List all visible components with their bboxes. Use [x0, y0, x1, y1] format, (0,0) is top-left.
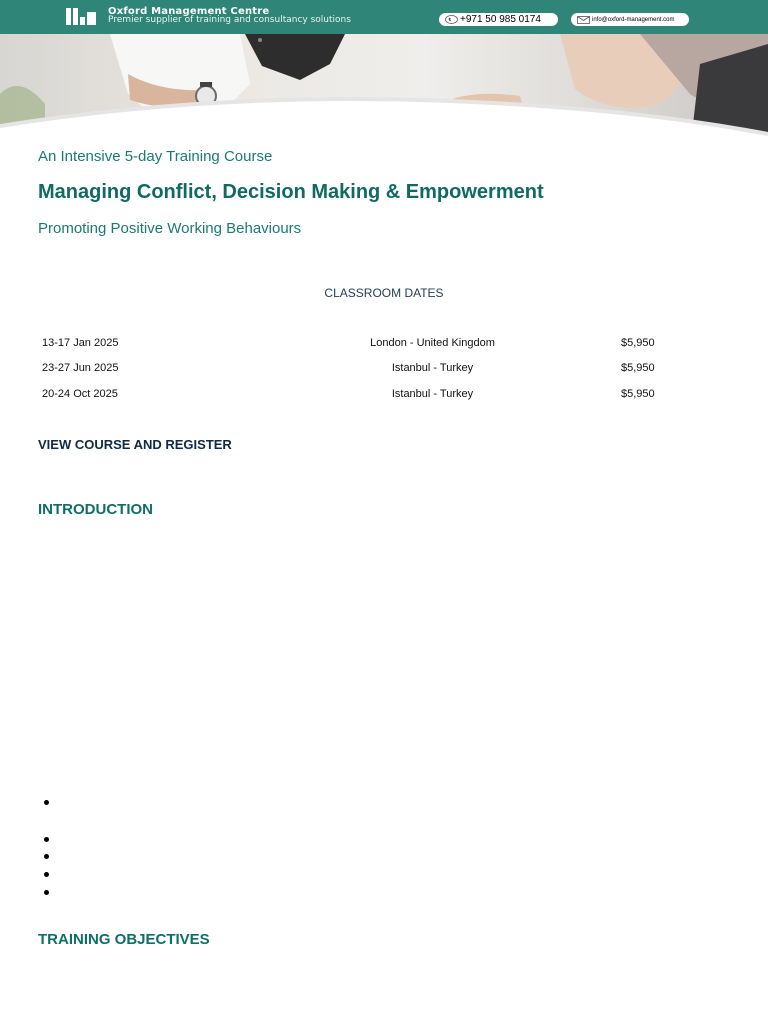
phone-number: +971 50 985 0174: [460, 14, 541, 25]
course-title: Managing Conflict, Decision Making & Empowerment: [38, 181, 544, 203]
phone-pill[interactable]: [439, 13, 558, 26]
header-bar: [0, 0, 768, 34]
brand-tagline: Premier supplier of training and consultancy solutions: [108, 15, 351, 25]
row-price: $5,950: [621, 337, 655, 349]
hero-banner-image: [0, 34, 768, 150]
view-course-register-link[interactable]: VIEW COURSE AND REGISTER: [38, 437, 232, 452]
row-price: $5,950: [621, 388, 655, 400]
row-date: 13-17 Jan 2025: [42, 337, 119, 349]
introduction-heading: INTRODUCTION: [38, 501, 153, 518]
course-subtitle: An Intensive 5-day Training Course: [38, 148, 273, 165]
row-location: London - United Kingdom: [370, 337, 495, 349]
row-price: $5,950: [621, 362, 655, 374]
bar-chart-logo-icon: [66, 8, 96, 25]
row-date: 20-24 Oct 2025: [42, 388, 118, 400]
course-tagline: Promoting Positive Working Behaviours: [38, 220, 302, 237]
date-row: [0, 337, 768, 353]
row-date: 23-27 Jun 2025: [42, 362, 119, 374]
list-bullet: [44, 837, 49, 842]
email-pill[interactable]: [571, 13, 689, 26]
brand-name: Oxford Management Centre: [108, 6, 270, 17]
date-row: [0, 362, 768, 378]
list-bullet: [44, 872, 49, 877]
email-address: info@oxford-management.com: [592, 16, 675, 23]
hero-photo: [0, 34, 768, 150]
envelope-icon: [577, 16, 590, 24]
phone-icon: [445, 15, 458, 24]
row-location: Istanbul - Turkey: [391, 388, 474, 400]
classroom-dates-heading: CLASSROOM DATES: [324, 286, 444, 300]
training-objectives-heading: TRAINING OBJECTIVES: [38, 931, 210, 948]
list-bullet: [44, 800, 49, 805]
row-location: Istanbul - Turkey: [391, 362, 474, 374]
list-bullet: [44, 890, 49, 895]
date-row: [0, 388, 768, 404]
list-bullet: [44, 854, 49, 859]
